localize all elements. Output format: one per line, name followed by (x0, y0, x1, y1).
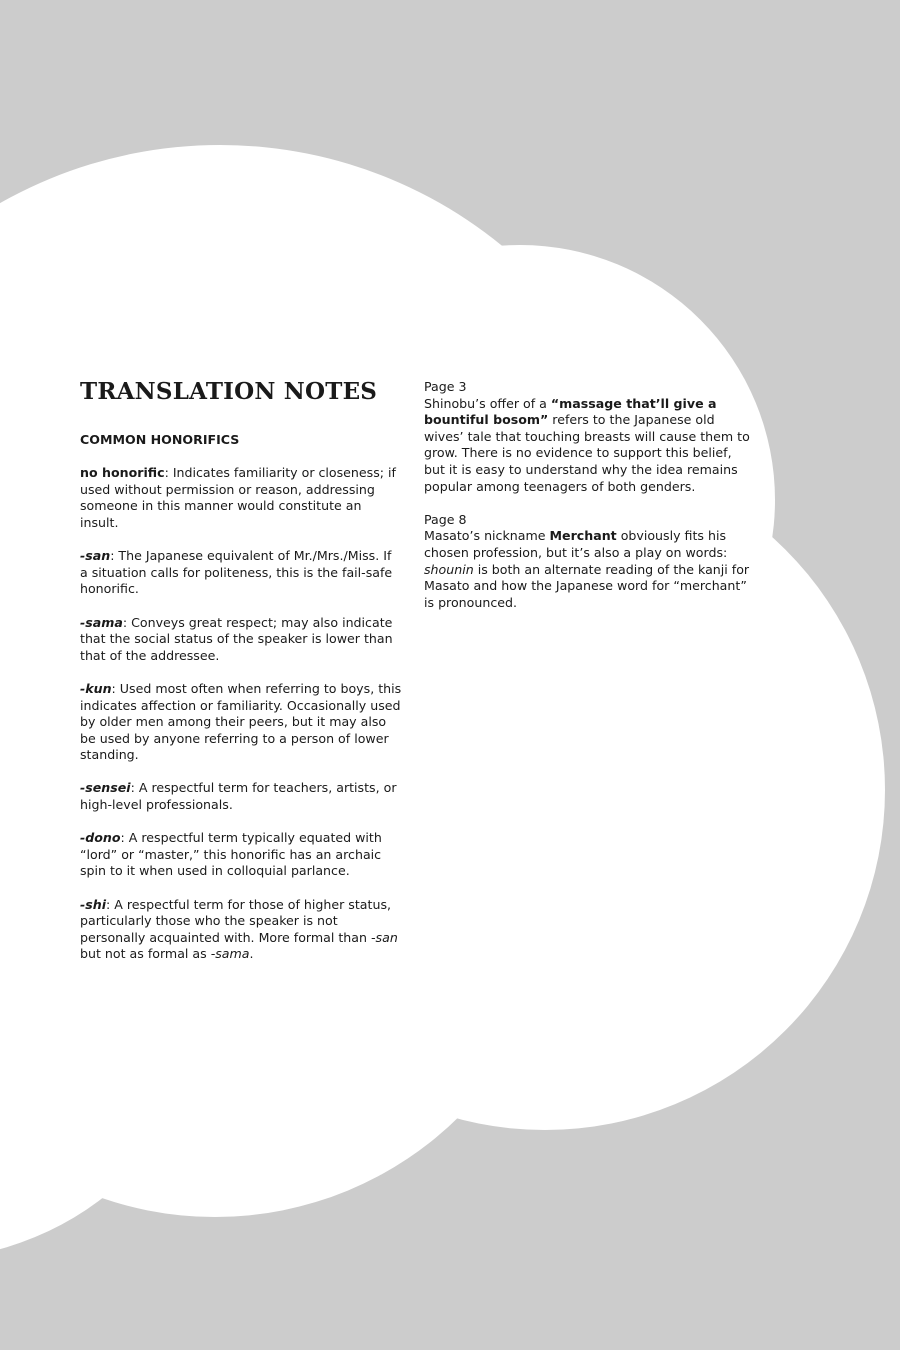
translation-note (424, 512, 754, 612)
note-body (424, 396, 754, 496)
honorific-definition: . (249, 946, 254, 962)
note-text: obviously fits his chosen profession, but it’s also a play on words: (424, 528, 728, 560)
honorifics-column (80, 378, 402, 963)
honorific-entry (80, 548, 402, 598)
note-highlight: Merchant (549, 528, 617, 544)
honorific-definition: : Used most often when referring to boys, this indicates affection or familiarity. Occasionally used by older men among their peers, but it may also be used by anyone referring to a person of lower standing. (80, 680, 402, 763)
honorific-term: -sama (80, 614, 123, 630)
honorific-entry (80, 465, 402, 531)
honorific-entry (80, 897, 402, 963)
honorific-entry (80, 780, 402, 813)
note-text: is both an alternate reading of the kanji for Masato and how the Japanese word for “merchant” is pronounced. (424, 561, 750, 610)
section-heading: COMMON HONORIFICS (80, 432, 240, 447)
note-body (424, 528, 754, 611)
honorific-definition: : The Japanese equivalent of Mr./Mrs./Miss. If a situation calls for politeness, this is the fail-safe honorific. (80, 548, 393, 597)
honorific-term: -dono (80, 830, 121, 846)
note-text: Masato’s nickname (424, 528, 550, 544)
translation-note (424, 379, 754, 495)
honorific-reference: -sama (210, 946, 250, 962)
honorific-definition: : A respectful term typically equated with “lord” or “master,” this honorific has an archaic spin to it when used in colloquial parlance. (80, 830, 382, 879)
honorific-definition: : Indicates familiarity or closeness; if used without permission or reason, addressing someone in this manner would constitute an insult. (80, 465, 396, 530)
honorific-entry (80, 615, 402, 665)
honorific-term: -shi (80, 896, 107, 912)
honorific-definition: : A respectful term for teachers, artists, or high-level professionals. (80, 780, 397, 813)
note-text: refers to the Japanese old wives’ tale that touching breasts will cause them to grow. There is no evidence to support this belief, but it is easy to understand why the idea remains popular among teenagers of both genders. (424, 412, 750, 494)
honorific-entry (80, 830, 402, 880)
honorific-term: -kun (80, 680, 112, 696)
note-highlight: “massage that’ll give a bountiful bosom” (424, 395, 717, 428)
note-page-label: Page 3 (424, 379, 467, 394)
honorific-definition: : Conveys great respect; may also indicate that the social status of the speaker is lower than that of the addressee. (80, 614, 393, 663)
honorific-definition: but not as formal as (80, 946, 211, 962)
honorific-term: no honorific (80, 465, 165, 481)
honorific-definition: : A respectful term for those of higher status, particularly those who the speaker is not personally acquainted with. More formal than (80, 896, 392, 945)
note-italic-term: shounin (424, 561, 474, 577)
honorific-term: -sensei (80, 780, 131, 796)
note-text: Shinobu’s offer of a (424, 395, 551, 411)
honorific-entry (80, 681, 402, 764)
honorific-reference: -san (371, 929, 398, 945)
honorific-term: -san (80, 548, 111, 564)
page-title: TRANSLATION NOTES (80, 378, 378, 405)
notes-column (424, 379, 754, 611)
note-page-label: Page 8 (424, 511, 467, 527)
